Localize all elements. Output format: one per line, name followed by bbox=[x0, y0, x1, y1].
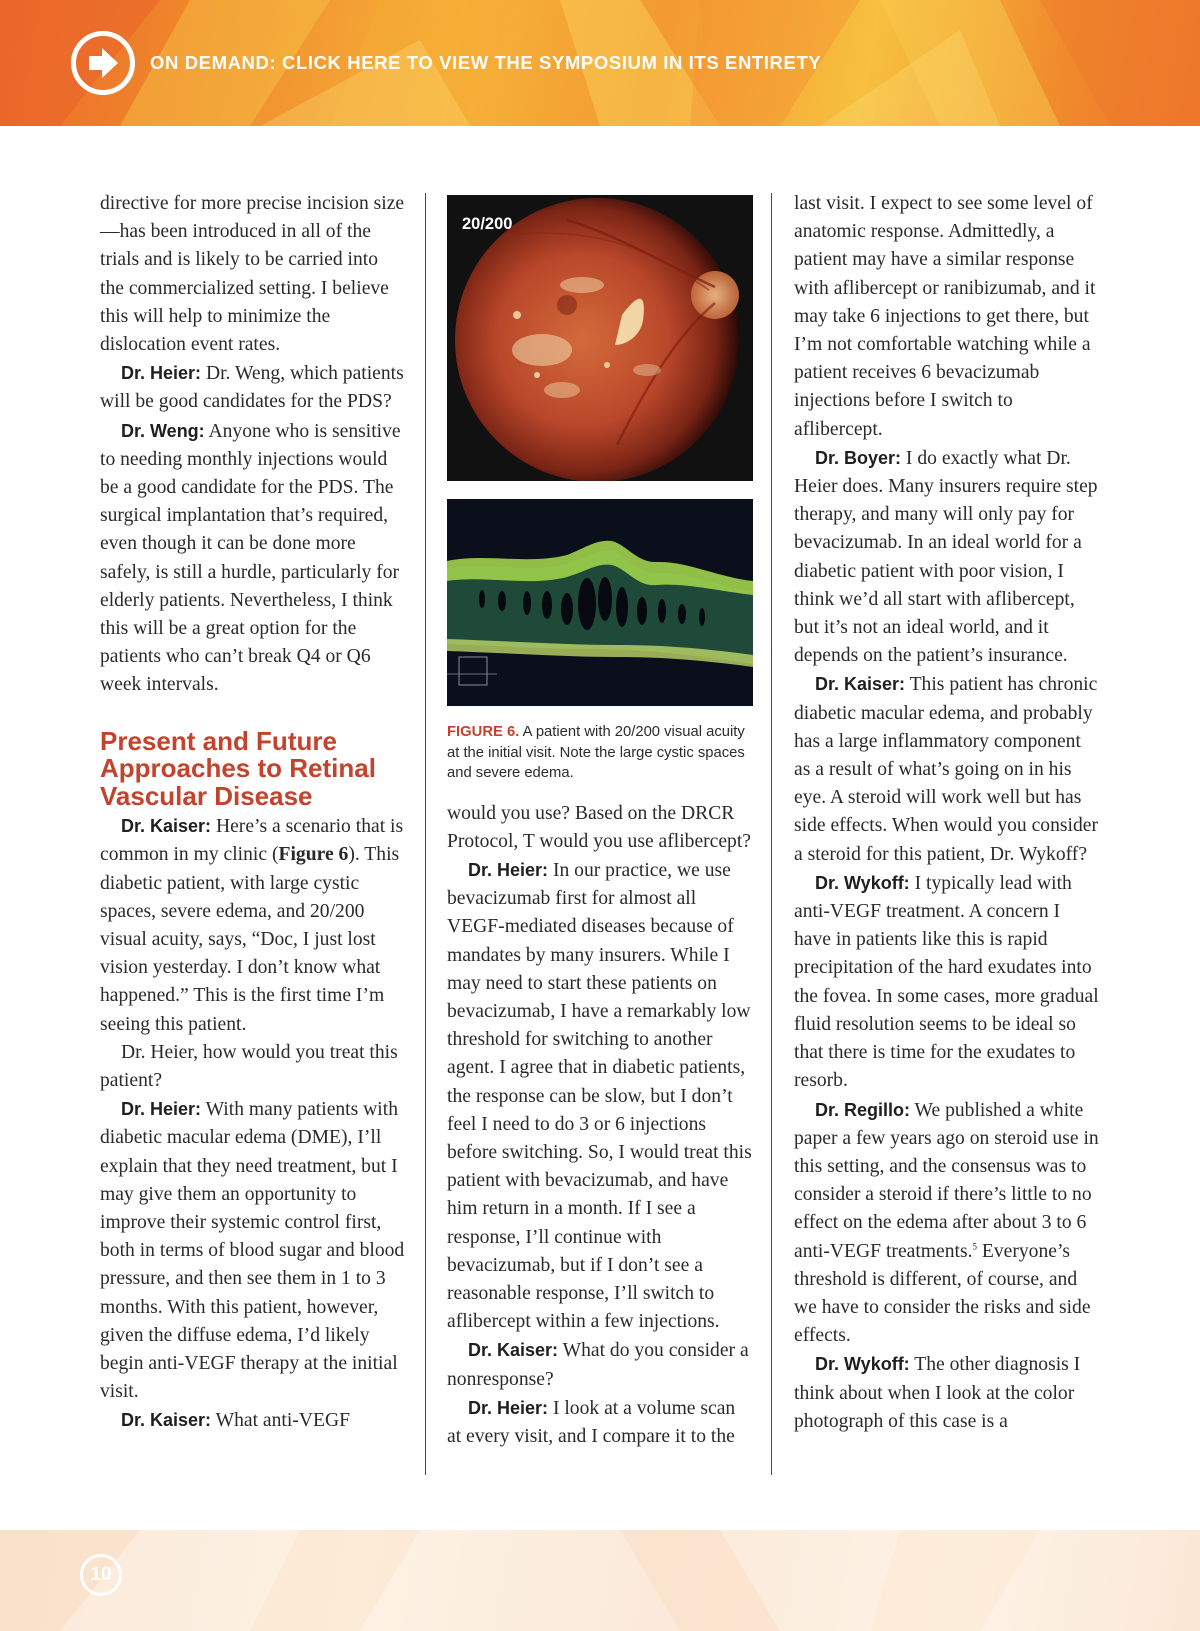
paragraph bbox=[100, 359, 405, 416]
paragraph-text: In our practice, we use bevacizumab first for almost all VEGF-mediated diseases because of mandates by many insurers. While I may need to start these patients on bevacizumab, I have a remarkably low threshold for switching to another agent. I agree that in diabetic patients, the response can be slow, but I don’t feel I need to do 3 or 6 injections before switching. So, I would treat this patient with bevacizumab, and have him return in a month. If I see a response, I’ll continue with bevacizumab, but if I don’t see a reasonable response, I’ll switch to aflibercept within a few injections. bbox=[447, 859, 752, 1333]
paragraph bbox=[794, 1096, 1100, 1351]
paragraph-text: The other diagnosis I think about when I look at the color photograph of this case is a bbox=[794, 1354, 1081, 1432]
speaker-name: Dr. Wykoff: bbox=[815, 872, 910, 893]
paragraph: last visit. I expect to see some level of anatomic response. Admittedly, a patient may have a similar response with aflibercept or ranibizumab, and it may take 6 injections to get there, but I’m not comfortable watching while a patient receives 6 bevacizumab injections before I switch to aflibercept. bbox=[794, 193, 1096, 440]
paragraph bbox=[794, 670, 1100, 868]
oct-image bbox=[447, 499, 753, 706]
paragraph-text: Anyone who is sensitive to needing monthly injections would be a good candidate for the PDS. The surgical implantation that’s required, even though it can be done more safely, is still a hurdle, particularly for elderly patients. Nevertheless, I think this will be a great option for the patients who can’t break Q4 or Q6 week intervals. bbox=[100, 420, 401, 696]
play-arrow-icon bbox=[83, 43, 123, 83]
paragraph bbox=[794, 444, 1100, 671]
paragraph: would you use? Based on the DRCR Protocol, T would you use aflibercept? bbox=[447, 802, 751, 852]
on-demand-link[interactable]: ON DEMAND: CLICK HERE TO VIEW THE SYMPOSIUM IN ITS ENTIRETY bbox=[150, 52, 822, 73]
speaker-name: Dr. Heier: bbox=[121, 1099, 202, 1120]
paragraph-text: I typically lead with anti-VEGF treatment. A concern I have in patients like this is rapid precipitation of the hard exudates into the fovea. In some cases, more gradual fluid resolution seems to be ideal so that there is time for the exudates to resorb. bbox=[794, 872, 1099, 1092]
reference-superscript: 5 bbox=[972, 1240, 977, 1251]
paragraph-text: With many patients with diabetic macular edema (DME), I’ll explain that they need treatment, but I may give them an opportunity to improve their systemic control first, both in terms of blood sugar and blood pressure, and then see them in 1 to 3 months. With this patient, however, given the diffuse edema, I’d likely begin anti-VEGF therapy at the initial visit. bbox=[100, 1099, 405, 1403]
caption-text: A patient with 20/200 visual acuity at the initial visit. Note the large cystic spaces and severe edema. bbox=[447, 724, 745, 781]
column-divider bbox=[425, 193, 426, 1475]
speaker-name: Dr. Kaiser: bbox=[121, 1410, 212, 1431]
paragraph bbox=[100, 1406, 405, 1435]
paragraph bbox=[100, 1095, 405, 1406]
paragraph bbox=[100, 417, 405, 700]
paragraph-text: I do exactly what Dr. Heier does. Many insurers require step therapy, and many will only pay for bevacizumab. In an ideal world for a diabetic patient with poor vision, I think we’d all start with aflibercept, but it’s not an ideal world, and it depends on the patient’s insurance. bbox=[794, 447, 1098, 667]
paragraph bbox=[447, 856, 754, 1336]
speaker-name: Dr. Boyer: bbox=[815, 447, 902, 468]
speaker-name: Dr. Heier: bbox=[121, 363, 202, 384]
footer-decoration bbox=[0, 1530, 1200, 1631]
paragraph-text: We published a white paper a few years ago on steroid use in this setting, and the consensus was to consider a steroid if there’s little to no effect on the edema after about 3 to 6 anti-VEGF treatments. bbox=[794, 1099, 1099, 1262]
paragraph-text: Everyone’s threshold is different, of course, and we have to consider the risks and side effects. bbox=[794, 1240, 1091, 1347]
caption-label: FIGURE 6. bbox=[447, 724, 520, 740]
column-2 bbox=[447, 190, 754, 1451]
paragraph-text: Dr. Weng, which patients will be good candidates for the PDS? bbox=[100, 363, 404, 413]
paragraph: directive for more precise incision size—has been introduced in all of the trials and is likely to be carried into the commercialized setting. I believe this will help to minimize the dislocation event rates. bbox=[100, 193, 405, 356]
page-footer bbox=[0, 1530, 1200, 1631]
fundus-photo bbox=[447, 195, 753, 481]
paragraph-text: ). This diabetic patient, with large cystic spaces, severe edema, and 20/200 visual acuity, says, “Doc, I just lost vision yesterday. I don’t know what happened.” This is the first time I’m seeing this patient. bbox=[100, 844, 400, 1035]
speaker-name: Dr. Kaiser: bbox=[121, 816, 212, 837]
oct-scan bbox=[447, 499, 753, 706]
paragraph-text: This patient has chronic diabetic macular edema, and probably has a large inflammatory component as a result of what’s going on in his eye. A steroid will work well but has side effects. When would you consider a steroid for this patient, Dr. Wykoff? bbox=[794, 674, 1098, 865]
paragraph bbox=[794, 869, 1100, 1096]
column-3 bbox=[794, 190, 1100, 1436]
figure-reference-link[interactable]: Figure 6 bbox=[278, 844, 349, 866]
speaker-name: Dr. Heier: bbox=[468, 859, 549, 880]
speaker-name: Dr. Wykoff: bbox=[815, 1354, 910, 1375]
paragraph bbox=[100, 812, 405, 1039]
speaker-name: Dr. Kaiser: bbox=[815, 674, 906, 695]
section-heading: Present and Future Approaches to Retinal Vascular Disease bbox=[100, 725, 376, 811]
paragraph-text: What do you consider a nonresponse? bbox=[447, 1340, 749, 1390]
paragraph bbox=[447, 1336, 754, 1393]
speaker-name: Dr. Kaiser: bbox=[468, 1340, 559, 1361]
paragraph bbox=[794, 1350, 1100, 1436]
column-1 bbox=[100, 190, 405, 1436]
paragraph-text: I look at a volume scan at every visit, and I compare it to the bbox=[447, 1397, 736, 1447]
speaker-name: Dr. Weng: bbox=[121, 420, 205, 441]
top-banner[interactable] bbox=[0, 0, 1200, 126]
page-number: 10 bbox=[80, 1554, 122, 1596]
paragraph bbox=[447, 1394, 754, 1451]
speaker-name: Dr. Heier: bbox=[468, 1397, 549, 1418]
paragraph-text: Here’s a scenario that is common in my clinic ( bbox=[100, 816, 404, 866]
play-button[interactable] bbox=[71, 31, 135, 95]
speaker-name: Dr. Regillo: bbox=[815, 1099, 911, 1120]
column-divider bbox=[771, 193, 772, 1475]
figure-caption bbox=[447, 722, 754, 784]
visual-acuity-label: 20/200 bbox=[462, 215, 513, 233]
paragraph: Dr. Heier, how would you treat this patient? bbox=[100, 1041, 398, 1091]
paragraph-text: What anti-VEGF bbox=[211, 1410, 350, 1432]
